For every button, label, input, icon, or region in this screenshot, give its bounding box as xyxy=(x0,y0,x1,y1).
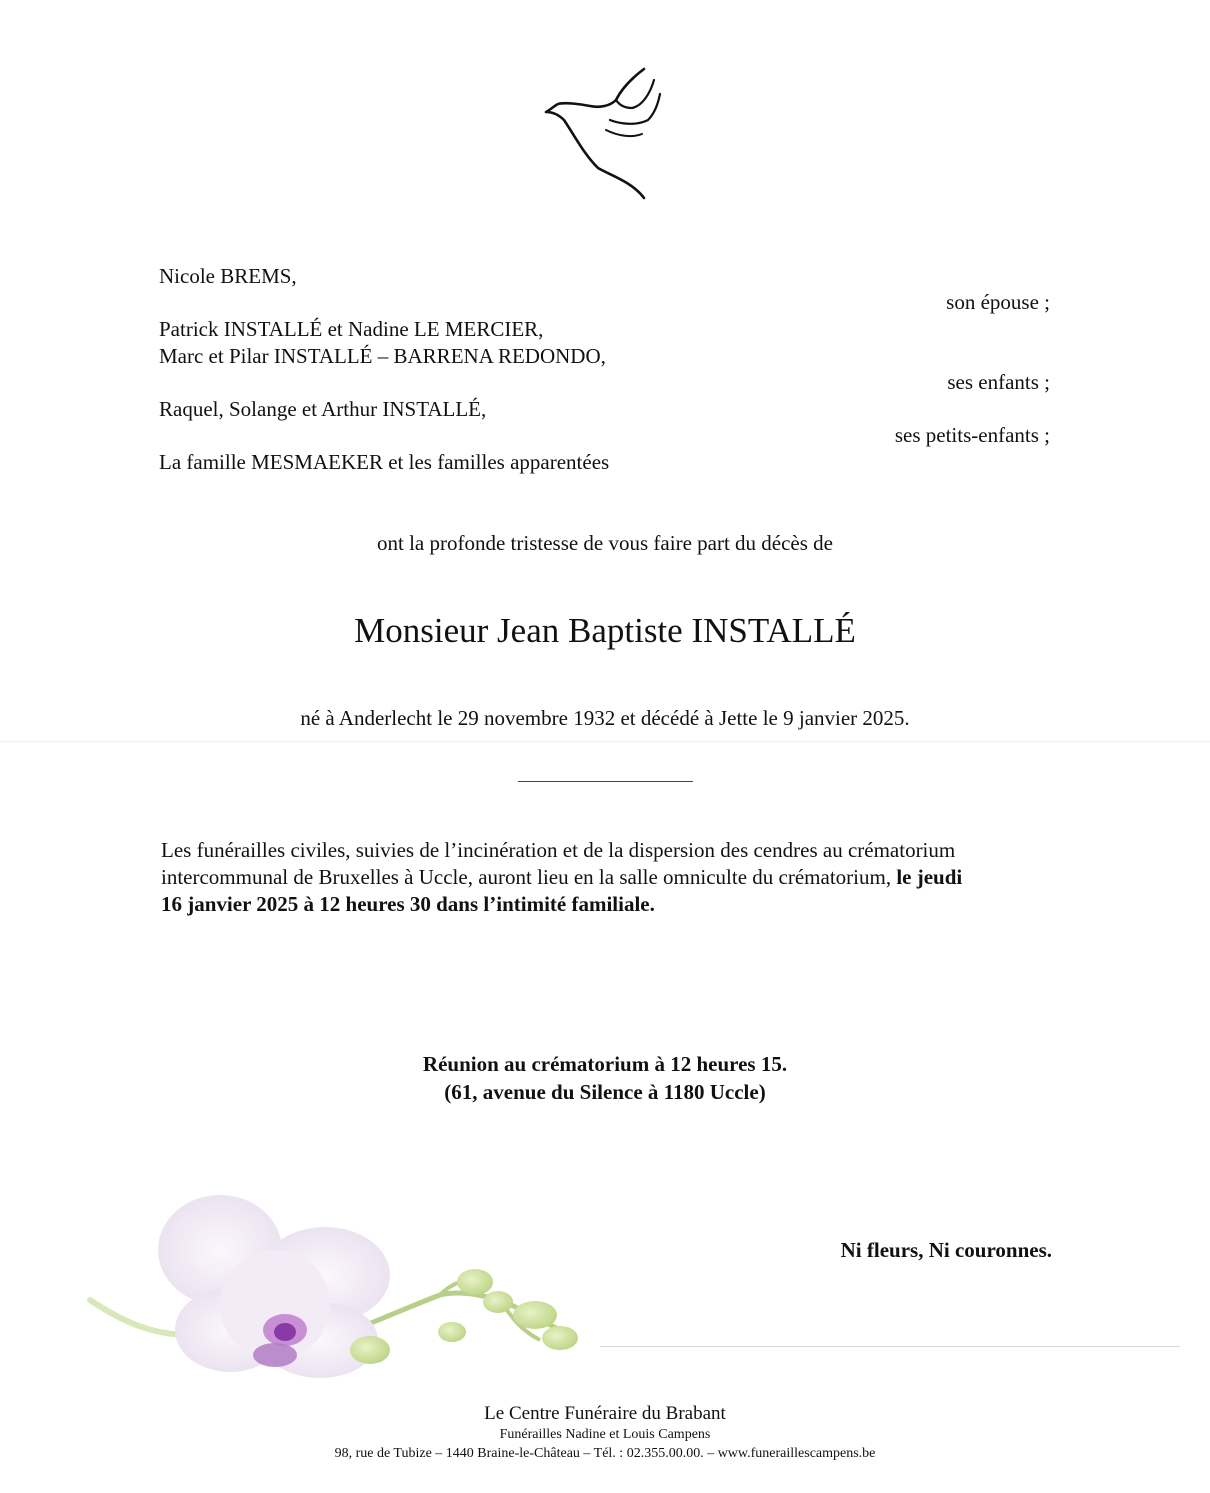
no-flowers-note: Ni fleurs, Ni couronnes. xyxy=(840,1238,1052,1262)
family-role-children: ses enfants ; xyxy=(947,370,1050,394)
deceased-name: Monsieur Jean Baptiste INSTALLÉ xyxy=(354,611,856,650)
orchid-flower-illustration xyxy=(80,1190,600,1400)
footer-address: 98, rue de Tubize – 1440 Braine-le-Château – Tél. : 02.355.00.00. – www.funeraillescampens.be xyxy=(334,1446,876,1461)
family-line-grandchildren: Raquel, Solange et Arthur INSTALLÉ, xyxy=(159,397,487,421)
family-line-son-2: Marc et Pilar INSTALLÉ – BARRENA REDONDO, xyxy=(159,344,606,368)
family-line-wife: Nicole BREMS, xyxy=(159,264,297,288)
family-role-wife: son épouse ; xyxy=(946,290,1050,314)
funeral-line-3: 16 janvier 2025 à 12 heures 30 dans l’intimité familiale. xyxy=(161,892,655,916)
dove-icon xyxy=(540,64,670,204)
footer-company-name: Le Centre Funéraire du Brabant xyxy=(484,1403,726,1424)
meeting-time: Réunion au crématorium à 12 heures 15. xyxy=(422,1052,788,1076)
funeral-line-2 xyxy=(161,864,1061,891)
family-role-grandchildren: ses petits-enfants ; xyxy=(894,423,1050,447)
funeral-line-1: Les funérailles civiles, suivies de l’incinération et de la dispersion des cendres au crématorium xyxy=(161,838,956,862)
announcement-intro: ont la profonde tristesse de vous faire part du décès de xyxy=(376,531,833,555)
footer-subtitle: Funérailles Nadine et Louis Campens xyxy=(499,1427,711,1442)
funeral-line-2-bold: le jeudi xyxy=(896,865,963,889)
funeral-paragraph xyxy=(161,837,1061,918)
footer-rule xyxy=(600,1346,1180,1347)
birth-death-line: né à Anderlecht le 29 novembre 1932 et décédé à Jette le 9 janvier 2025. xyxy=(300,706,910,730)
fold-line xyxy=(0,741,1210,742)
family-line-son-1: Patrick INSTALLÉ et Nadine LE MERCIER, xyxy=(159,317,544,341)
funeral-line-2-text: intercommunal de Bruxelles à Uccle, auront lieu en la salle omniculte du crématorium, xyxy=(161,865,892,889)
separator-line xyxy=(518,781,693,782)
family-line-relatives: La famille MESMAEKER et les familles apparentées xyxy=(159,450,610,474)
meeting-address: (61, avenue du Silence à 1180 Uccle) xyxy=(444,1080,766,1104)
